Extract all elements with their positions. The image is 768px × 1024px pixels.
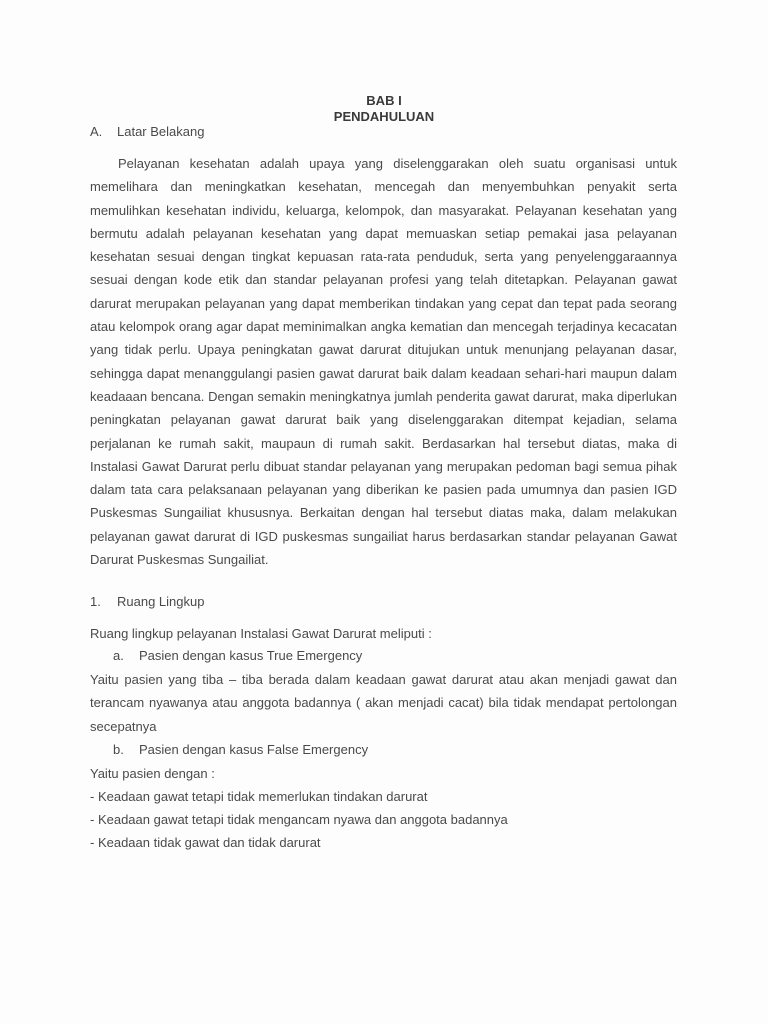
chapter-number: BAB I	[366, 93, 402, 108]
item-b-letter: b.	[113, 742, 124, 757]
scope-intro: Ruang lingkup pelayanan Instalasi Gawat Darurat meliputi :	[90, 626, 432, 641]
item-a-title: Pasien dengan kasus True Emergency	[139, 648, 363, 663]
subsection-title: Ruang Lingkup	[117, 594, 205, 609]
section-title: Latar Belakang	[117, 124, 205, 139]
background-paragraph: Pelayanan kesehatan adalah upaya yang diselenggarakan oleh suatu organisasi untuk memelihara dan meningkatkan kesehatan, mencegah dan menyembuhkan penyakit serta memulihkan kesehatan individu, keluarga, kelompok, dan masyarakat. Pelayanan kesehatan yang bermutu adalah pelayanan kesehatan yang dapat memuaskan setiap pemakai jasa pelayanan kesehatan sesuai dengan tingkat kepuasan rata-rata penduduk, serta yang penyelenggaraannya sesuai dengan kode etik dan standar pelayanan profesi yang telah ditetapkan. Pelayanan gawat darurat merupakan pelayanan yang dapat memberikan tindakan yang cepat dan tepat pada seorang atau kelompok orang agar dapat meminimalkan angka kematian dan mencegah terjadinya kecacatan yang tidak perlu. Upaya peningkatan gawat darurat ditujukan untuk menunjang pelayanan dasar, sehingga dapat menanggulangi pasien gawat darurat baik dalam keadaan sehari-hari maupun dalam keadaaan bencana. Dengan semakin meningkatnya jumlah penderita gawat darurat, maka diperlukan peningkatan pelayanan gawat darurat baik yang diselenggarakan ditempat kejadian, selama perjalanan ke rumah sakit, maupaun di rumah sakit. Berdasarkan hal tersebut diatas, maka di Instalasi Gawat Darurat perlu dibuat standar pelayanan yang merupakan pedoman bagi semua pihak dalam tata cara pelaksanaan pelayanan yang diberikan ke pasien pada umumnya dan pasien IGD Puskesmas Sungailiat khususnya. Berkaitan dengan hal tersebut diatas maka, dalam melakukan pelayanan gawat darurat di IGD puskesmas sungailiat harus berdasarkan standar pelayanan Gawat Darurat Puskesmas Sungailiat.	[90, 156, 677, 568]
section-heading	[90, 124, 204, 140]
item-b-title: Pasien dengan kasus False Emergency	[139, 742, 369, 757]
item-b-description: Yaitu pasien dengan :	[90, 766, 215, 781]
subsection-number: 1.	[90, 594, 101, 609]
section-letter: A.	[90, 124, 103, 139]
list-item: - Keadaan gawat tetapi tidak mengancam nyawa dan anggota badannya	[90, 812, 508, 827]
item-a-letter: a.	[113, 648, 124, 663]
item-b-heading	[113, 742, 368, 758]
list-item: - Keadaan tidak gawat dan tidak darurat	[90, 835, 321, 850]
item-a-description: Yaitu pasien yang tiba – tiba berada dalam keadaan gawat darurat atau akan menjadi gawat dan terancam nyawanya atau anggota badannya ( akan menjadi cacat) bila tidak mendapat pertolongan secepatnya	[90, 672, 677, 734]
list-item: - Keadaan gawat tetapi tidak memerlukan tindakan darurat	[90, 789, 428, 804]
chapter-title: PENDAHULUAN	[333, 109, 435, 124]
subsection-heading	[90, 594, 204, 610]
item-a-heading	[113, 648, 362, 664]
